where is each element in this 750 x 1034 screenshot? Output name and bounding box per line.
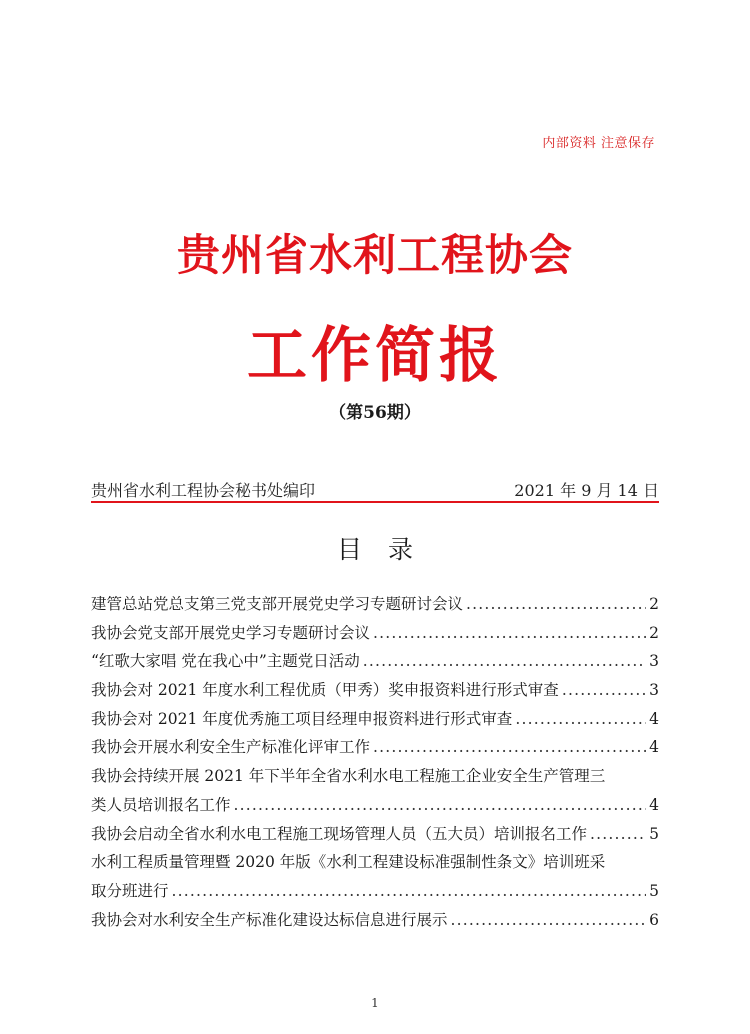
toc-entry-line2[interactable] [91,791,659,820]
dot-leader [363,647,646,676]
toc-entry-line2[interactable] [91,877,659,906]
toc-entry[interactable] [91,906,659,935]
toc-entry[interactable] [91,705,659,734]
toc-entry-title: 我协会启动全省水利水电工程施工现场管理人员（五大员）培训报名工作 [91,824,588,843]
toc-entry-title: “红歌大家唱 党在我心中”主题党日活动 [91,652,360,671]
toc-entry-title: 我协会开展水利安全生产标准化评审工作 [91,738,371,757]
toc-heading: 目录 [336,535,439,564]
publisher-text: 贵州省水利工程协会秘书处编印 [91,481,316,500]
toc-entry-page: 4 [649,795,659,814]
dot-leader [373,733,646,762]
toc-entry-page: 3 [649,652,659,671]
toc-entry-title-continued: 类人员培训报名工作 [91,795,231,814]
dot-leader [373,619,646,648]
issue-number: （第56期） [329,403,421,423]
confidential-notice: 内部资料 注意保存 [542,136,655,151]
toc-entry-page: 4 [649,738,659,757]
toc-entry-title-continued: 取分班进行 [91,881,169,900]
toc-entry[interactable] [91,733,659,762]
document-title: 工作简报 [247,321,503,391]
toc-entry-title: 水利工程质量管理暨 2020 年版《水利工程建设标准强制性条文》培训班采 [91,853,606,872]
header-divider [91,501,659,503]
toc-entry[interactable] [91,647,659,676]
toc-entry-title: 我协会党支部开展党史学习专题研讨会议 [91,623,371,642]
publication-info-row [91,478,659,502]
dot-leader [466,590,646,619]
toc-entry-page: 3 [649,681,659,700]
toc-entry-title: 我协会对 2021 年度水利工程优质（甲秀）奖申报资料进行形式审查 [91,681,559,700]
dot-leader [562,676,646,705]
dot-leader [172,877,647,906]
toc-entry-title: 我协会持续开展 2021 年下半年全省水利水电工程施工企业安全生产管理三 [91,767,606,786]
toc-entry-page: 5 [649,881,659,900]
toc-entry[interactable] [91,676,659,705]
organization-title: 贵州省水利工程协会 [177,231,573,281]
page-number: 1 [371,996,379,1010]
toc-entry-title: 我协会对水利安全生产标准化建设达标信息进行展示 [91,910,448,929]
dot-leader [451,906,647,935]
dot-leader [590,820,646,849]
toc-entry-line1[interactable] [91,762,659,791]
dot-leader [234,791,647,820]
toc-entry[interactable] [91,820,659,849]
toc-entry-page: 6 [649,910,659,929]
dot-leader [515,705,646,734]
toc-entry[interactable] [91,590,659,619]
toc-entry-title: 我协会对 2021 年度优秀施工项目经理申报资料进行形式审查 [91,709,513,728]
toc-entry-page: 2 [649,595,659,613]
toc-entry-line1[interactable] [91,848,659,877]
publication-date: 2021 年 9 月 14 日 [514,481,659,500]
toc-entry-title: 建管总站党总支第三党支部开展党史学习专题研讨会议 [91,595,464,613]
toc-entry-page: 4 [649,709,659,728]
table-of-contents [91,590,659,934]
toc-entry-page: 5 [649,824,659,843]
toc-entry-page: 2 [649,623,659,642]
toc-entry[interactable] [91,619,659,648]
